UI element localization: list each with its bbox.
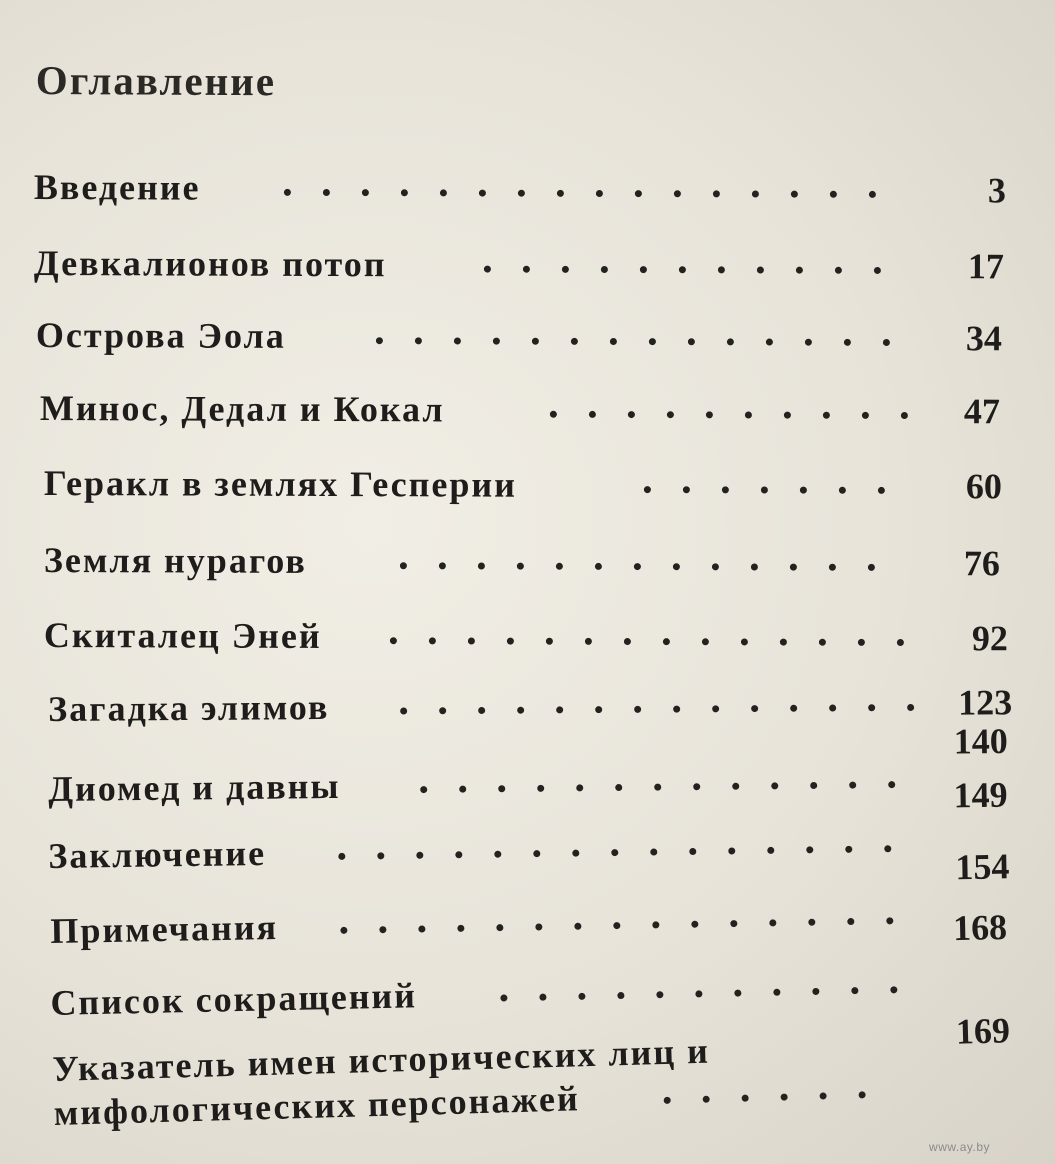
leader-dot: [781, 1093, 788, 1100]
leader-dot: [457, 925, 464, 932]
entry-title: Диомед и давны: [48, 765, 341, 809]
leader-dot: [617, 992, 624, 999]
leader-dot: [691, 921, 698, 928]
leader-dot: [537, 785, 544, 792]
leader-dot: [883, 339, 890, 346]
leader-dot: [493, 338, 500, 345]
leader-dot: [796, 267, 803, 274]
leader-dot: [849, 782, 856, 789]
leader-dot: [557, 190, 564, 197]
leader-dot: [611, 849, 618, 856]
leader-dot: [574, 923, 581, 930]
leader-dot: [634, 563, 641, 570]
leader-dot: [829, 704, 836, 711]
entry-page-number: 92: [971, 618, 1008, 659]
dot-leader: [644, 486, 944, 497]
leader-dot: [745, 411, 752, 418]
leader-dot: [713, 190, 720, 197]
leader-dot: [595, 563, 602, 570]
leader-dot: [742, 1095, 749, 1102]
leader-dot: [810, 782, 817, 789]
leader-dot: [897, 639, 904, 646]
leader-dot: [376, 337, 383, 344]
leader-dot: [780, 639, 787, 646]
entry-page-number: 169: [955, 1010, 1011, 1052]
leader-dot: [907, 704, 914, 711]
leader-dot: [650, 848, 657, 855]
toc-entry: [34, 242, 1034, 305]
leader-dot: [706, 411, 713, 418]
leader-dot: [340, 927, 347, 934]
leader-dot: [439, 562, 446, 569]
leader-dot: [688, 338, 695, 345]
leader-dot: [839, 487, 846, 494]
dot-leader: [500, 985, 950, 1004]
leader-dot: [888, 781, 895, 788]
leader-dot: [578, 993, 585, 1000]
leader-dot: [727, 338, 734, 345]
leader-dot: [766, 339, 773, 346]
leader-dot: [478, 707, 485, 714]
leader-dot: [562, 266, 569, 273]
leader-dot: [667, 411, 674, 418]
dot-leader: [400, 704, 948, 718]
entry-page-number: 60: [965, 466, 1002, 507]
leader-dot: [400, 707, 407, 714]
leader-dot: [769, 919, 776, 926]
leader-dot: [689, 848, 696, 855]
leader-dot: [610, 338, 617, 345]
leader-dot: [556, 706, 563, 713]
leader-dot: [644, 486, 651, 493]
leader-dot: [790, 705, 797, 712]
dot-leader: [390, 637, 944, 649]
leader-dot: [468, 637, 475, 644]
leader-dot: [771, 782, 778, 789]
leader-dot: [628, 411, 635, 418]
leader-dot: [572, 850, 579, 857]
leader-dot: [823, 412, 830, 419]
leader-dot: [546, 638, 553, 645]
leader-dot: [478, 563, 485, 570]
toc-entry: [44, 462, 1044, 525]
leader-dot: [773, 989, 780, 996]
leader-dot: [878, 487, 885, 494]
leader-dot: [498, 785, 505, 792]
entry-title: Геракл в землях Гесперии: [43, 463, 517, 505]
leader-dot: [869, 191, 876, 198]
dot-leader: [340, 916, 950, 937]
entry-page-number: 47: [963, 391, 1000, 432]
dot-leader: [550, 411, 940, 422]
leader-dot: [496, 924, 503, 931]
leader-dot: [851, 987, 858, 994]
entry-page-number: 34: [965, 318, 1002, 359]
leader-dot: [862, 412, 869, 419]
entry-page-number: 76: [963, 543, 1000, 584]
entry-page-number: 140: [953, 720, 1008, 762]
toc-entry: [48, 720, 1049, 828]
leader-dot: [830, 191, 837, 198]
leader-dot: [459, 786, 466, 793]
leader-dot: [663, 638, 670, 645]
leader-dot: [576, 784, 583, 791]
entry-title: Земля нурагов: [43, 540, 307, 581]
entry-page-number: 149: [953, 774, 1008, 816]
dot-leader: [664, 1090, 924, 1107]
leader-dot: [589, 411, 596, 418]
leader-dot: [500, 994, 507, 1001]
leader-dot: [868, 564, 875, 571]
leader-dot: [284, 189, 291, 196]
leader-dot: [859, 1091, 866, 1098]
leader-dot: [673, 563, 680, 570]
leader-dot: [730, 920, 737, 927]
leader-dot: [652, 921, 659, 928]
leader-dot: [741, 638, 748, 645]
leader-dot: [533, 850, 540, 857]
leader-dot: [683, 486, 690, 493]
entry-title: Минос, Дедал и Кокал: [39, 388, 445, 430]
toc-entry: [36, 314, 1036, 377]
leader-dot: [847, 918, 854, 925]
leader-dot: [556, 563, 563, 570]
leader-dot: [640, 266, 647, 273]
dot-leader: [338, 844, 948, 863]
dot-leader: [400, 562, 944, 574]
leader-dot: [728, 847, 735, 854]
toc-entry: [44, 614, 1044, 677]
leader-dot: [420, 786, 427, 793]
leader-dot: [654, 784, 661, 791]
entry-title: Загадка элимов: [48, 687, 330, 729]
entry-title: Девкалионов потоп: [33, 243, 387, 285]
leader-dot: [884, 845, 891, 852]
leader-dot: [845, 846, 852, 853]
entry-page-number: 3: [987, 170, 1006, 211]
entry-page-number: 154: [955, 846, 1010, 888]
leader-dot: [634, 706, 641, 713]
entry-title: Острова Эола: [35, 315, 286, 356]
leader-dot: [571, 338, 578, 345]
leader-dot: [722, 486, 729, 493]
leader-dot: [484, 266, 491, 273]
leader-dot: [820, 1092, 827, 1099]
dot-leader: [376, 337, 936, 349]
leader-dot: [418, 925, 425, 932]
leader-dot: [757, 267, 764, 274]
leader-dot: [323, 189, 330, 196]
leader-dot: [535, 923, 542, 930]
leader-dot: [673, 706, 680, 713]
leader-dot: [362, 189, 369, 196]
leader-dot: [507, 638, 514, 645]
leader-dot: [790, 564, 797, 571]
leader-dot: [401, 189, 408, 196]
leader-dot: [649, 338, 656, 345]
leader-dot: [615, 784, 622, 791]
leader-dot: [400, 562, 407, 569]
leader-dot: [550, 411, 557, 418]
leader-dot: [718, 266, 725, 273]
toc-entry: [44, 539, 1044, 602]
leader-dot: [674, 190, 681, 197]
leader-dot: [377, 852, 384, 859]
leader-dot: [751, 705, 758, 712]
entry-title: Заключение: [48, 832, 267, 876]
entry-title: Примечания: [50, 907, 279, 951]
leader-dot: [806, 846, 813, 853]
toc-entry: [52, 1010, 1055, 1158]
leader-dot: [732, 783, 739, 790]
entry-title: Введение: [33, 167, 201, 208]
leader-dot: [767, 847, 774, 854]
leader-dot: [454, 337, 461, 344]
entry-page-number: 17: [967, 246, 1004, 287]
entry-title-line-1: Указатель имен исторических лиц и: [52, 1030, 711, 1089]
leader-dot: [379, 926, 386, 933]
leader-dot: [439, 707, 446, 714]
leader-dot: [517, 563, 524, 570]
leader-dot: [539, 994, 546, 1001]
leader-dot: [702, 638, 709, 645]
leader-dot: [791, 191, 798, 198]
leader-dot: [494, 851, 501, 858]
leader-dot: [664, 1097, 671, 1104]
leader-dot: [635, 190, 642, 197]
leader-dot: [595, 706, 602, 713]
leader-dot: [712, 705, 719, 712]
leader-dot: [703, 1096, 710, 1103]
toc-entry: [34, 166, 1034, 229]
leader-dot: [624, 638, 631, 645]
leader-dot: [800, 487, 807, 494]
leader-dot: [812, 988, 819, 995]
leader-dot: [415, 337, 422, 344]
leader-dot: [761, 487, 768, 494]
leader-dot: [390, 637, 397, 644]
leader-dot: [585, 638, 592, 645]
leader-dot: [868, 704, 875, 711]
leader-dot: [416, 852, 423, 859]
leader-dot: [901, 412, 908, 419]
leader-dot: [693, 783, 700, 790]
leader-dot: [523, 266, 530, 273]
leader-dot: [712, 563, 719, 570]
toc-entry: [48, 681, 1048, 748]
leader-dot: [532, 338, 539, 345]
watermark: www.ay.by: [929, 1140, 990, 1154]
dot-leader: [420, 781, 948, 797]
leader-dot: [695, 990, 702, 997]
leader-dot: [751, 563, 758, 570]
entry-page-number: 168: [952, 906, 1008, 949]
leader-dot: [835, 267, 842, 274]
leader-dot: [429, 637, 436, 644]
leader-dot: [844, 339, 851, 346]
entry-title-line-2: мифологических персонажей: [53, 1078, 581, 1133]
leader-dot: [829, 564, 836, 571]
leader-dot: [613, 922, 620, 929]
dot-leader: [484, 266, 934, 278]
leader-dot: [656, 991, 663, 998]
dot-leader: [284, 189, 934, 201]
leader-dot: [601, 266, 608, 273]
toc-heading: Оглавление: [35, 56, 277, 105]
leader-dot: [805, 339, 812, 346]
leader-dot: [734, 990, 741, 997]
leader-dot: [874, 267, 881, 274]
toc-entry: [40, 387, 1040, 450]
leader-dot: [679, 266, 686, 273]
entry-page-number: 123: [957, 682, 1013, 723]
leader-dot: [890, 986, 897, 993]
leader-dot: [518, 190, 525, 197]
leader-dot: [440, 189, 447, 196]
leader-dot: [596, 190, 603, 197]
leader-dot: [886, 917, 893, 924]
leader-dot: [858, 639, 865, 646]
entry-title: Список сокращений: [50, 975, 418, 1023]
entry-title: Скиталец Эней: [43, 615, 322, 656]
leader-dot: [784, 412, 791, 419]
leader-dot: [808, 919, 815, 926]
leader-dot: [338, 853, 345, 860]
leader-dot: [479, 190, 486, 197]
leader-dot: [517, 707, 524, 714]
leader-dot: [752, 191, 759, 198]
leader-dot: [455, 851, 462, 858]
leader-dot: [819, 639, 826, 646]
